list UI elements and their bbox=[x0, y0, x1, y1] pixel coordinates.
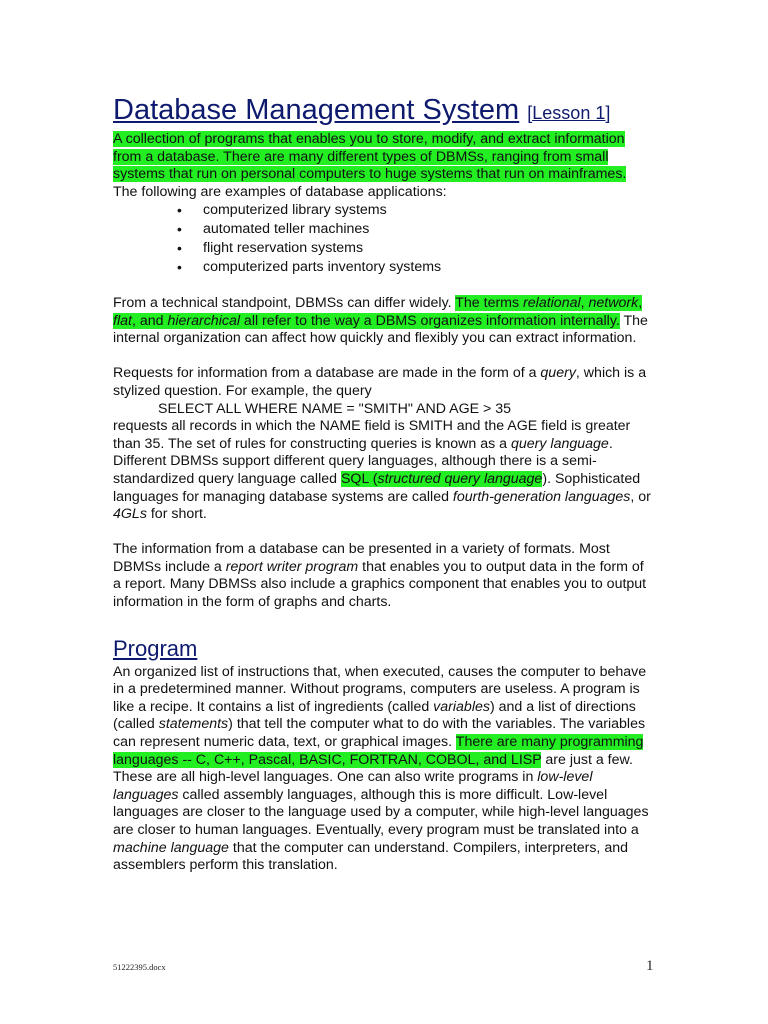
list-item: • computerized library systems bbox=[177, 201, 653, 220]
paragraph-formats bbox=[113, 541, 653, 611]
list-item: • computerized parts inventory systems bbox=[177, 258, 653, 277]
emphasis: query bbox=[540, 365, 576, 382]
footer-filename: 51222395.docx bbox=[113, 962, 166, 972]
intro-highlight: A collection of programs that enables you to store, modify, and extract information from a database. There are many different types of DBMSs, ranging from small systems that run on personal computers to huge systems that run on mainframes. bbox=[113, 131, 627, 183]
text-run: The internal organization can affect how quickly and flexibly you can extract information. bbox=[113, 312, 648, 347]
emphasis: statements bbox=[158, 716, 229, 733]
text-run: , bbox=[580, 294, 589, 311]
text-run: all refer to the way a DBMS organizes information internally. bbox=[239, 312, 620, 329]
highlight-languages: There are many programming languages -- C, C++, Pascal, BASIC, FORTRAN, COBOL, and LISP bbox=[113, 734, 644, 768]
text-run: ) that tell the computer what to do with the variables. The variables can represent numeric data, text, or graphical images. bbox=[113, 716, 646, 751]
text-run: , and bbox=[131, 312, 168, 329]
paragraph-dbms-types bbox=[113, 295, 653, 348]
text-run: An organized list of instructions that, when executed, causes the computer to behave in a predetermined manner. Without programs, computers are useless. A program is like a recipe. It contains a list of ingredients (called bbox=[113, 663, 647, 715]
text-run: . Sophisticated languages for managing database systems are called bbox=[113, 470, 641, 505]
emphasis: report writer program bbox=[225, 558, 359, 575]
emphasis: relational bbox=[523, 294, 581, 311]
page-title bbox=[113, 92, 653, 131]
text-run: called assembly languages, although this is more difficult. Low-level languages are closer to the language used by a computer, while high-level languages are closer to human languages. Eventually, every program must be translated into a bbox=[113, 786, 649, 838]
text-run: SQL ( bbox=[340, 470, 378, 487]
text-run: ) bbox=[542, 470, 548, 487]
text-run: The information from a database can be presented in a variety of formats. Most DBMSs include a bbox=[113, 541, 610, 575]
emphasis: low-level languages bbox=[113, 769, 593, 803]
emphasis: fourth-generation languages bbox=[452, 488, 631, 505]
text-run: , or bbox=[630, 488, 651, 505]
program-heading: Program bbox=[113, 635, 198, 661]
query-example: SELECT ALL WHERE NAME = "SMITH" AND AGE > 35 bbox=[158, 400, 512, 417]
list-item: • automated teller machines bbox=[177, 220, 653, 239]
emphasis: query language bbox=[511, 435, 609, 452]
document-page bbox=[113, 92, 653, 875]
text-run: Requests for information from a database are made in the form of a bbox=[113, 365, 541, 382]
intro-paragraph bbox=[113, 131, 653, 201]
lesson-label: [Lesson 1] bbox=[527, 103, 611, 123]
emphasis: variables bbox=[433, 698, 490, 715]
text-run: , which is a stylized question. For example, the query bbox=[113, 365, 647, 399]
examples-list bbox=[113, 201, 653, 277]
text-run: . Different DBMSs support different query languages, although there is a semi-standardized query language called bbox=[113, 435, 613, 487]
paragraph-query bbox=[113, 365, 653, 523]
emphasis: machine language bbox=[113, 839, 229, 856]
text-run: ) and a list of directions (called bbox=[113, 698, 636, 733]
text-run: From a technical standpoint, DBMSs can differ widely. bbox=[113, 294, 456, 311]
list-item: • flight reservation systems bbox=[177, 239, 653, 258]
text-run: , bbox=[638, 294, 643, 311]
emphasis: hierarchical bbox=[167, 312, 240, 329]
footer-page-number: 1 bbox=[646, 958, 654, 974]
paragraph-program bbox=[113, 664, 653, 875]
text-run: requests all records in which the NAME field is SMITH and the AGE field is greater than 35. The set of rules for constructing queries is known as a bbox=[113, 418, 631, 452]
emphasis: flat bbox=[113, 312, 132, 329]
text-run: that the computer can understand. Compilers, interpreters, and assemblers perform this translation. bbox=[113, 839, 628, 874]
text-run: are just a few. These are all high-level languages. One can also write programs in bbox=[113, 751, 633, 786]
text-run: The terms bbox=[455, 294, 524, 311]
title-text: Database Management System bbox=[113, 94, 520, 126]
highlight-sql bbox=[341, 471, 542, 487]
text-run: for short. bbox=[146, 506, 207, 523]
text-run: that enables you to output data in the form of a report. Many DBMSs also include a graphics component that enables you to output information in the form of graphs and charts. bbox=[113, 558, 647, 611]
emphasis: network bbox=[588, 294, 639, 311]
intro-tail: The following are examples of database applications: bbox=[113, 183, 447, 200]
emphasis: structured query language bbox=[377, 470, 543, 487]
emphasis: 4GLs bbox=[113, 506, 147, 523]
